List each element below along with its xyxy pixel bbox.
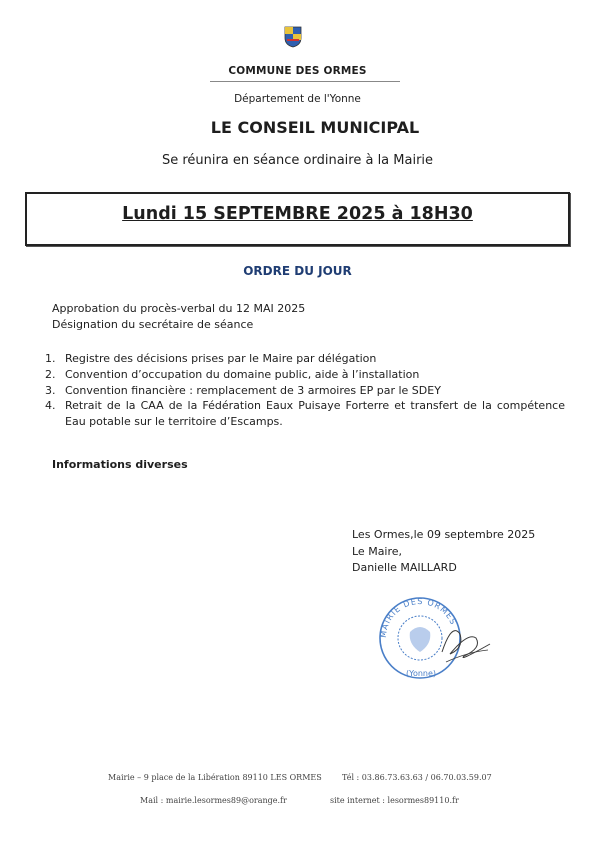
stamp-top-text: MAIRIE DES ORMES [378, 596, 459, 639]
footer-address: Mairie – 9 place de la Libération 89110 LES ORMES [108, 773, 322, 782]
commune-underline [210, 81, 400, 82]
signature-role: Le Maire, [352, 545, 403, 558]
commune-crest-icon [284, 26, 302, 48]
signature-place-date: Les Ormes,le 09 septembre 2025 [352, 528, 536, 541]
agenda-item [45, 351, 565, 367]
department-name: Département de l'Yonne [234, 93, 361, 105]
agenda-item [45, 383, 565, 399]
agenda-item-number: 3. [45, 383, 56, 397]
footer-phone: Tél : 03.86.73.63.63 / 06.70.03.59.07 [342, 773, 492, 782]
agenda-item-number: 1. [45, 352, 56, 365]
agenda-item-text: Retrait de la CAA de la Fédération Eaux Puisaye Forterre et transfert de la compétence Eau potable sur le territoire d’Escamps. [65, 399, 565, 429]
agenda-list [45, 351, 565, 430]
agenda-item-number: 2. [45, 367, 56, 381]
stamp-bottom-text: (Yonne) [406, 669, 437, 678]
page-title: LE CONSEIL MUNICIPAL [210, 118, 420, 137]
other-information: Informations diverses [52, 458, 188, 471]
agenda-item [45, 398, 565, 430]
agenda-item-text: Registre des décisions prises par le Maire par délégation [65, 352, 377, 365]
agenda-item-text: Convention financière : remplacement de 3 armoires EP par le SDEY [65, 383, 441, 397]
commune-name: COMMUNE DES ORMES [228, 65, 367, 77]
signature-name: Danielle MAILLARD [352, 561, 457, 574]
agenda-item-text: Convention d’occupation du domaine public, aide à l’installation [65, 367, 420, 381]
agenda-intro-item: Approbation du procès-verbal du 12 MAI 2025 [52, 302, 306, 315]
agenda-heading: ORDRE DU JOUR [243, 264, 352, 278]
footer-mail: Mail : mairie.lesormes89@orange.fr [140, 796, 287, 805]
official-stamp [372, 592, 492, 682]
agenda-item-number: 4. [45, 399, 56, 413]
page-subtitle: Se réunira en séance ordinaire à la Mairie [161, 153, 434, 168]
footer-website: site internet : lesormes89110.fr [330, 796, 459, 805]
meeting-date: Lundi 15 SEPTEMBRE 2025 à 18H30 [122, 204, 473, 224]
agenda-intro-item: Désignation du secrétaire de séance [52, 318, 254, 331]
agenda-item [45, 367, 565, 383]
